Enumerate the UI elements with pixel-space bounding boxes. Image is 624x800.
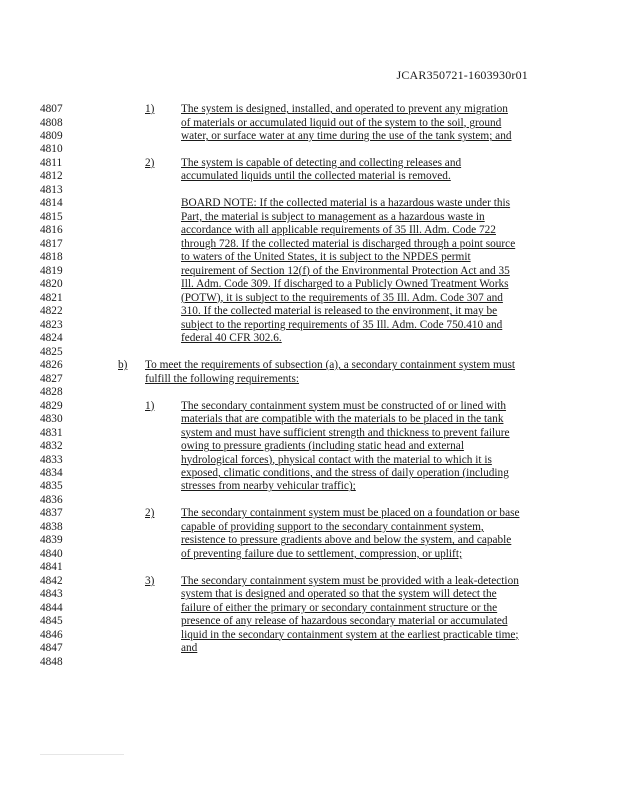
line-text: to waters of the United States, it is subject to the NPDES permit — [181, 251, 471, 264]
line-text: (POTW), it is subject to the requirements of 35 Ill. Adm. Code 307 and — [181, 291, 503, 304]
document-line — [0, 466, 624, 480]
line-text: owing to pressure gradients (including static head and external — [181, 440, 464, 452]
line-text: The system is designed, installed, and operated to prevent any migration — [181, 103, 508, 115]
line-text: To meet the requirements of subsection (a), a secondary containment system must — [145, 359, 516, 372]
line-text: through 728. If the collected material is discharged through a point source — [181, 237, 516, 250]
document-line — [0, 587, 624, 601]
document-line — [0, 223, 624, 237]
line-number: 4845 — [40, 615, 63, 628]
line-number: 4810 — [40, 143, 63, 156]
line-text: capable of providing support to the secondary containment system, — [181, 520, 484, 533]
line-number: 4832 — [40, 440, 63, 452]
document-line — [0, 506, 624, 520]
line-number: 4835 — [40, 480, 63, 493]
document-line — [0, 156, 624, 170]
line-number: 4820 — [40, 278, 63, 291]
line-text: 310. If the collected material is released to the environment, it may be — [181, 305, 498, 318]
document-line — [0, 655, 624, 669]
line-text: The secondary containment system must be provided with a leak-detection — [181, 574, 519, 587]
document-line — [0, 318, 624, 332]
document-line — [0, 264, 624, 278]
line-text: system that is designed and operated so that the system will detect the — [181, 588, 497, 601]
line-number: 4821 — [40, 291, 63, 304]
line-number: 4808 — [40, 116, 63, 129]
document-line — [0, 331, 624, 345]
subsection-marker: b) — [118, 359, 128, 372]
line-text: materials that are compatible with the materials to be placed in the tank — [181, 413, 504, 425]
document-id-header: JCAR350721-1603930r01 — [396, 68, 528, 82]
line-text: accordance with all applicable requirements of 35 Ill. Adm. Code 722 — [181, 224, 496, 237]
line-number: 4817 — [40, 237, 63, 250]
footer-rule — [40, 754, 124, 755]
line-number: 4843 — [40, 588, 63, 601]
line-number: 4837 — [40, 507, 63, 520]
line-number: 4847 — [40, 642, 63, 655]
line-number: 4828 — [40, 386, 63, 399]
line-number: 4827 — [40, 372, 63, 385]
line-text: liquid in the secondary containment system at the earliest practicable time; — [181, 628, 519, 641]
document-line — [0, 169, 624, 183]
document-line — [0, 426, 624, 440]
line-number: 4824 — [40, 332, 63, 345]
document-line — [0, 345, 624, 359]
line-number: 4839 — [40, 534, 63, 547]
line-text: accumulated liquids until the collected material is removed. — [181, 170, 451, 183]
document-line — [0, 358, 624, 372]
line-text: exposed, climatic conditions, and the stress of daily operation (including — [181, 467, 509, 479]
document-line — [0, 614, 624, 628]
document-line — [0, 520, 624, 534]
line-text: subject to the reporting requirements of 35 Ill. Adm. Code 750.410 and — [181, 318, 503, 331]
line-number: 4831 — [40, 426, 63, 439]
line-text: federal 40 CFR 302.6. — [181, 332, 282, 345]
document-line — [0, 547, 624, 561]
document-line — [0, 385, 624, 399]
line-number: 4846 — [40, 628, 63, 641]
line-number: 4834 — [40, 467, 63, 479]
document-line — [0, 142, 624, 156]
document-line — [0, 574, 624, 588]
line-text: The secondary containment system must be placed on a foundation or base — [181, 507, 520, 520]
line-text: failure of either the primary or secondary containment structure or the — [181, 601, 498, 614]
line-number: 4842 — [40, 574, 63, 587]
line-text: presence of any release of hazardous secondary material or accumulated — [181, 615, 508, 628]
document-line — [0, 210, 624, 224]
line-number: 4814 — [40, 197, 63, 210]
line-text: Ill. Adm. Code 309. If discharged to a Publicly Owned Treatment Works — [181, 278, 509, 291]
line-number: 4836 — [40, 493, 63, 506]
line-text: BOARD NOTE: If the collected material is a hazardous waste under this — [181, 197, 511, 210]
document-line — [0, 372, 624, 386]
document-line — [0, 196, 624, 210]
document-line — [0, 412, 624, 426]
line-number: 4812 — [40, 170, 63, 183]
document-line — [0, 628, 624, 642]
document-line — [0, 277, 624, 291]
subsection-marker: 1) — [145, 103, 155, 115]
line-text: Part, the material is subject to management as a hazardous waste in — [181, 210, 485, 223]
line-number: 4838 — [40, 520, 63, 533]
line-text: resistence to pressure gradients above and below the system, and capable — [181, 534, 512, 547]
subsection-marker: 3) — [145, 574, 155, 587]
document-line — [0, 493, 624, 507]
line-number: 4840 — [40, 547, 63, 560]
line-number: 4819 — [40, 264, 63, 277]
line-text: water, or surface water at any time during the use of the tank system; and — [181, 130, 512, 142]
line-text: of preventing failure due to settlement, compression, or uplift; — [181, 547, 463, 560]
document-line — [0, 641, 624, 655]
line-text: requirement of Section 12(f) of the Environmental Protection Act and 35 — [181, 264, 510, 277]
line-text: and — [181, 642, 198, 655]
document-line — [0, 399, 624, 413]
document-line — [0, 291, 624, 305]
line-number: 4809 — [40, 130, 63, 142]
document-line — [0, 183, 624, 197]
line-number: 4833 — [40, 453, 63, 466]
subsection-marker: 2) — [145, 156, 155, 169]
document-line — [0, 439, 624, 453]
line-text: system and must have sufficient strength and thickness to prevent failure — [181, 426, 510, 439]
line-text: fulfill the following requirements: — [145, 372, 300, 385]
document-line — [0, 304, 624, 318]
line-number: 4818 — [40, 251, 63, 264]
line-number: 4807 — [40, 103, 63, 115]
subsection-marker: 2) — [145, 507, 155, 520]
line-number: 4816 — [40, 224, 63, 237]
line-number: 4823 — [40, 318, 63, 331]
document-line — [0, 237, 624, 251]
document-line — [0, 116, 624, 130]
document-line — [0, 479, 624, 493]
line-number: 4829 — [40, 399, 63, 412]
line-text: of materials or accumulated liquid out of the system to the soil, ground — [181, 116, 502, 129]
line-number: 4844 — [40, 601, 63, 614]
document-line — [0, 453, 624, 467]
line-text: The secondary containment system must be constructed of or lined with — [181, 399, 507, 412]
document-line — [0, 250, 624, 264]
line-number: 4811 — [40, 156, 63, 169]
line-number: 4826 — [40, 359, 63, 372]
line-text: hydrological forces), physical contact with the material to which it is — [181, 453, 492, 466]
document-line — [0, 102, 624, 116]
line-number: 4813 — [40, 183, 63, 196]
line-number: 4848 — [40, 655, 63, 668]
document-line — [0, 560, 624, 574]
line-text: The system is capable of detecting and collecting releases and — [181, 156, 462, 169]
line-number: 4822 — [40, 305, 63, 318]
document-line — [0, 129, 624, 143]
line-number: 4841 — [40, 561, 63, 574]
line-number: 4815 — [40, 210, 63, 223]
line-text: stresses from nearby vehicular traffic); — [181, 480, 356, 493]
line-number: 4825 — [40, 345, 63, 358]
line-number: 4830 — [40, 413, 63, 425]
subsection-marker: 1) — [145, 399, 155, 412]
document-line — [0, 601, 624, 615]
document-line — [0, 533, 624, 547]
